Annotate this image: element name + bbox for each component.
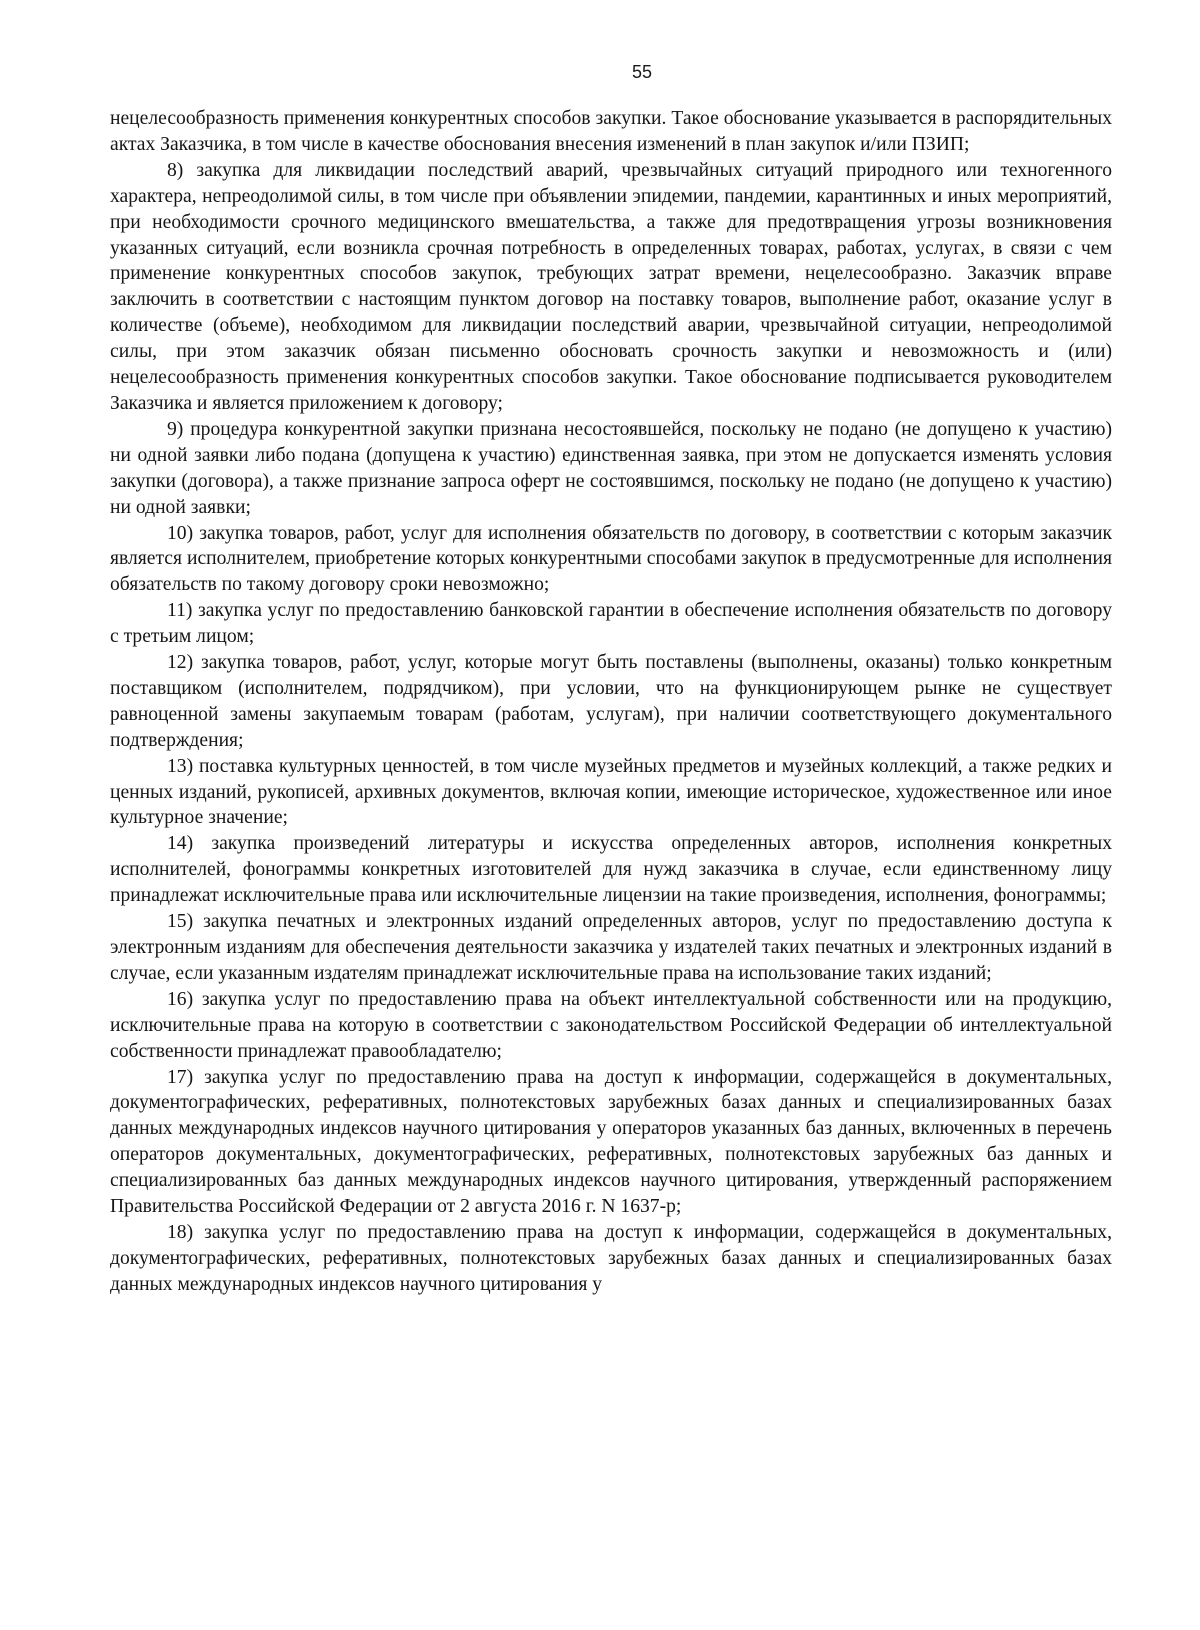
paragraph-continuation: нецелесообразность применения конкурентных способов закупки. Такое обоснование указывается в распорядительных актах Заказчика, в том числе в качестве обоснования внесения изменений в план закупок и/или ПЗИП; [110, 108, 1112, 155]
list-item-11: 11) закупка услуг по предоставлению банковской гарантии в обеспечение исполнения обязательств по договору с третьим лицом; [110, 600, 1112, 648]
list-item-16: 16) закупка услуг по предоставлению права на объект интеллектуальной собственности или на продукцию, исключительные права на которую в соответствии с законодательством Российской Федерации об интеллектуальной собственности принадлежат правообладателю; [110, 988, 1112, 1062]
list-item-18: 18) закупка услуг по предоставлению права на доступ к информации, содержащейся в документальных, документографических, реферативных, полнотекстовых зарубежных базах данных и специализированных базах данных международных индексов научного цитирования у [110, 1221, 1112, 1295]
page-number: 55 [631, 62, 653, 82]
list-item-14: 14) закупка произведений литературы и искусства определенных авторов, исполнения конкретных исполнителей, фонограммы конкретных изготовителей для нужд заказчика в случае, если единственному лицу принадлежат исключительные права или исключительные лицензии на такие произведения, исполнения, фонограммы; [110, 833, 1112, 907]
list-item-9: 9) процедура конкурентной закупки признана несостоявшейся, поскольку не подано (не допущено к участию) ни одной заявки либо подана (допущена к участию) единственная заявка, при этом не допускается изменять условия закупки (договора), а также признание запроса оферт не состоявшимся, поскольку не подано (не допущено к участию) ни одной заявки; [110, 418, 1112, 518]
list-item-17: 17) закупка услуг по предоставлению права на доступ к информации, содержащейся в документальных, документографических, реферативных, полнотекстовых зарубежных базах данных и специализированных базах данных международных индексов научного цитирования у операторов указанных баз данных, включенных в перечень операторов документальных, документографических, реферативных, полнотекстовых зарубежных баз данных и специализированных баз данных международных индексов научного цитирования, утвержденный распоряжением Правительства Российской Федерации от 2 августа 2016 г. N 1637-р; [110, 1066, 1112, 1218]
list-item-12: 12) закупка товаров, работ, услуг, которые могут быть поставлены (выполнены, оказаны) только конкретным поставщиком (исполнителем, подрядчиком), при условии, что на функционирующем рынке не существует равноценной замены закупаемым товарам (работам, услугам), при наличии соответствующего документального подтверждения; [110, 652, 1112, 751]
document-body [110, 106, 1112, 1298]
list-item-10: 10) закупка товаров, работ, услуг для исполнения обязательств по договору, в соответствии с которым заказчик является исполнителем, приобретение которых конкурентными способами закупок в предусмотренные для исполнения обязательств по такому договору сроки невозможно; [110, 522, 1112, 596]
list-item-8: 8) закупка для ликвидации последствий аварий, чрезвычайных ситуаций природного или техногенного характера, непреодолимой силы, в том числе при объявлении эпидемии, пандемии, карантинных и иных мероприятий, при необходимости срочного медицинского вмешательства, а также для предотвращения угрозы возникновения указанных ситуаций, если возникла срочная потребность в определенных товарах, работах, услугах, в связи с чем применение конкурентных способов закупок, требующих затрат времени, нецелесообразно. Заказчик вправе заключить в соответствии с настоящим пунктом договор на поставку товаров, выполнение работ, оказание услуг в количестве (объеме), необходимом для ликвидации последствий аварии, чрезвычайной ситуации, непреодолимой силы, при этом заказчик обязан письменно обосновать срочность закупки и невозможность и (или) нецелесообразность применения конкурентных способов закупки. Такое обоснование подписывается руководителем Заказчика и является приложением к договору; [110, 159, 1112, 414]
list-item-13: 13) поставка культурных ценностей, в том числе музейных предметов и музейных коллекций, а также редких и ценных изданий, рукописей, архивных документов, включая копии, имеющие историческое, художественное или иное культурное значение; [110, 755, 1112, 829]
list-item-15: 15) закупка печатных и электронных изданий определенных авторов, услуг по предоставлению доступа к электронным изданиям для обеспечения деятельности заказчика у издателей таких печатных и электронных изданий в случае, если указанным издателям принадлежат исключительные права на использование таких изданий; [110, 911, 1112, 984]
